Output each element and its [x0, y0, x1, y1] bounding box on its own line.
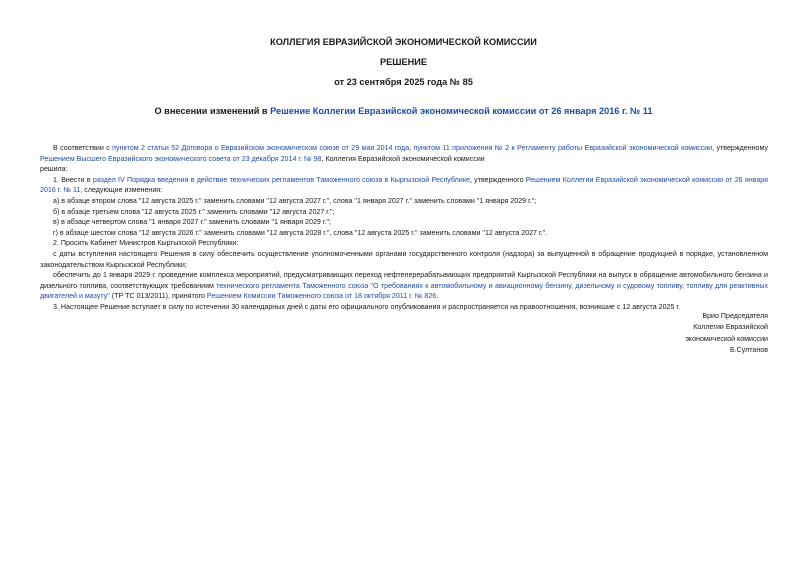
- subitem-g: г) в абзаце шестом слова "12 августа 2026 г." заменить словами "12 августа 2028 г.", слова "12 августа 2025 г." заменить словами "12 августа 2027 г.".: [53, 228, 548, 237]
- document-body: [40, 143, 768, 313]
- item-2: 2. Просить Кабинет Министров Кыргызской Республики:: [53, 239, 239, 248]
- technical-regulation-link[interactable]: технического регламента Таможенного союза "О требованиях к автомобильному и авиационному бензину, дизельному и судовому топливу, топливу для реактивных двигателей и мазуту": [40, 281, 769, 301]
- preamble-text: В соответствии с: [53, 144, 113, 152]
- signature-title-line-2: Коллегии Евразийской: [693, 323, 768, 332]
- subitem-v: в) в абзаце четвертом слова "1 января 2027 г." заменить словами "1 января 2029 г.";: [53, 218, 331, 227]
- customs-commission-decision-link[interactable]: Решением Комиссии Таможенного союза от 18 октября 2011 г. № 826: [206, 292, 437, 301]
- item-2-text: .: [436, 292, 439, 301]
- preamble-text: ,: [409, 144, 414, 152]
- collegium-decision-link[interactable]: Решением Коллегии Евразийской экономической комиссии от 26 января 2016 г. № 11: [40, 175, 768, 195]
- document-date: от 23 сентября 2025 года № 85: [334, 77, 473, 87]
- organization-heading: КОЛЛЕГИЯ ЕВРАЗИЙСКОЙ ЭКОНОМИЧЕСКОЙ КОМИССИИ: [270, 37, 537, 47]
- item-1-text: , утвержденного: [469, 175, 526, 184]
- document-type: РЕШЕНИЕ: [380, 57, 427, 67]
- council-decision-link[interactable]: Решением Высшего Евразийского экономического совета от 23 декабря 2014 г. № 98: [40, 154, 322, 163]
- signature-block: [685, 311, 768, 357]
- decided-line: решила:: [40, 165, 68, 174]
- item-1: [40, 175, 768, 196]
- subitem-a: а) в абзаце втором слова "12 августа 2025 г." заменить словами "12 августа 2027 г.", слова "1 января 2027 г." заменить словами "1 января 2029 г.";: [53, 196, 537, 205]
- item-3: 3. Настоящее Решение вступает в силу по истечении 30 календарных дней с даты его официального опубликования и распространяется на правоотношения, возникшие с 12 августа 2025 г.: [53, 302, 681, 311]
- section-iv-link[interactable]: раздел IV Порядка введения в действие технических регламентов Таможенного союза в Кыргызской Республике: [92, 175, 470, 184]
- signatory-name: Б.Султанов: [729, 346, 768, 355]
- subitem-b: б) в абзаце третьем слова "12 августа 2025 г." заменить словами "12 августа 2027 г.";: [53, 207, 335, 216]
- item-1-text: , следующие изменения:: [80, 186, 163, 195]
- item-2-text: (ТР ТС 013/2011), принятого: [109, 292, 207, 301]
- item-2-paragraph-2: [40, 270, 768, 302]
- title-link[interactable]: Решение Коллегии Евразийской экономической комиссии от 26 января 2016 г. № 11: [270, 106, 653, 116]
- preamble-text: , Коллегия Евразийской экономической комиссии: [321, 154, 485, 163]
- signature-title-line-3: экономической комиссии: [685, 334, 768, 343]
- preamble-text: , утвержденному: [712, 144, 768, 152]
- regulation-link[interactable]: пунктом 11 приложения № 2 к Регламенту работы Евразийской экономической комиссии: [413, 144, 713, 152]
- treaty-link[interactable]: пунктом 2 статьи 52 Договора о Евразийском экономическом союзе от 29 мая 2014 года: [112, 144, 410, 152]
- document-title: [0, 106, 807, 116]
- preamble-paragraph: [40, 143, 768, 164]
- item-2-text: обеспечить до 1 января 2029 г. проведение комплекса мероприятий, предусматривающих переход нефтеперерабатывающих предприятий Кыргызской Республики на выпуск в обращение автомобильного бензина и дизельного топлива, соответствующих требованиям: [40, 271, 768, 290]
- title-prefix: О внесении изменений в: [154, 106, 271, 116]
- item-1-text: 1. Внести в: [53, 175, 93, 184]
- signature-title-line-1: Врио Председателя: [702, 312, 768, 320]
- item-2-paragraph-1: с даты вступления настоящего Решения в силу обеспечить осуществление уполномоченными органами государственного контроля (надзора) за выпущенной в обращение продукцией в порядке, установленном законодательством Кыргызской Республики;: [40, 249, 768, 269]
